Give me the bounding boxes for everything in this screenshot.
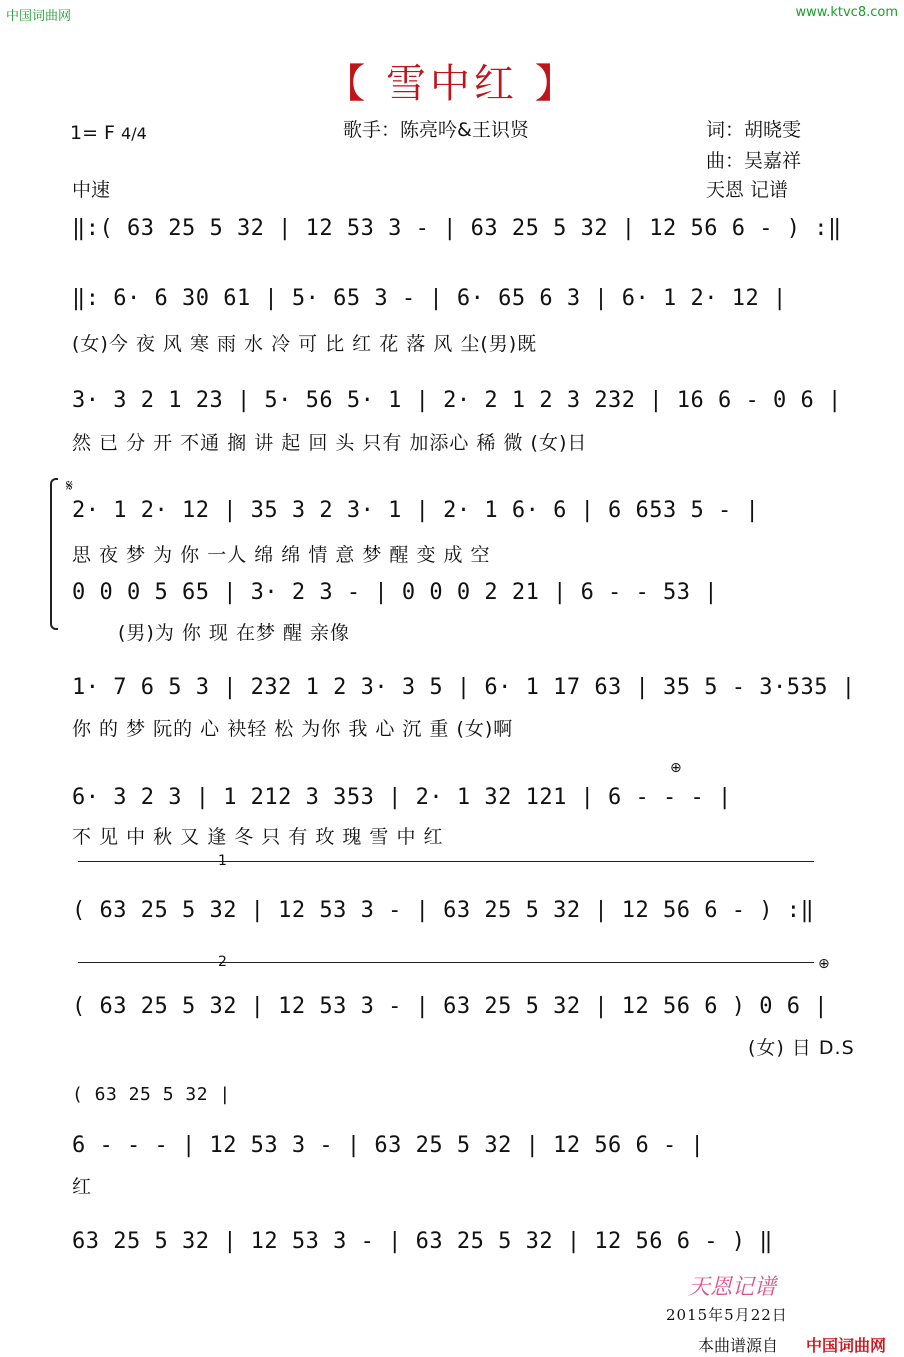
score-row-5: 0 0 0 5 65 | 3· 2 3 - | 0 0 0 2 21 | 6 - - 53 | [72,580,719,605]
singer: 歌手：陈亮吟&王识贤 [343,119,529,141]
time-signature: 4/4 [121,124,147,143]
lyrics-row-6: 你 的 梦 阮的 心 袂轻 松 为你 我 心 沉 重 (女)啊 [72,718,514,740]
score-row-1: ‖:( 63 25 5 32 | 12 53 3 - | 63 25 5 32 | 12 56 6 - ) :‖ [72,216,842,241]
lyricist: 词：胡晓雯 [706,119,802,141]
lyrics-row-7: 不 见 中 秋 又 逢 冬 只 有 玫 瑰 雪 中 红 [72,826,444,848]
score-row-3: 3· 3 2 1 23 | 5· 56 5· 1 | 2· 2 1 2 3 232 | 16 6 - 0 6 | [72,388,842,413]
tempo: 中速 [72,179,111,201]
watermark-right: www.ktvc8.com [795,5,898,20]
coda-sign: ⊕ [670,760,682,776]
volta-1-bracket [78,861,814,862]
lyrics-row-4: 思 夜 梦 为 你 一人 绵 绵 情 意 梦 醒 变 成 空 [72,544,491,566]
score-row-12: 63 25 5 32 | 12 53 3 - | 63 25 5 32 | 12 56 6 - ) ‖ [72,1229,774,1254]
system-brace [50,478,58,630]
key-signature [70,122,147,144]
score-row-6: 1· 7 6 5 3 | 232 1 2 3· 3 5 | 6· 1 17 63 | 35 5 - 3·535 | [72,675,856,700]
song-title: 【 雪中红 】 [325,61,579,107]
date: 2015年5月22日 [666,1306,788,1324]
lyrics-row-3: 然 已 分 开 不通 搁 讲 起 回 头 只有 加添心 稀 微 (女)日 [72,432,588,454]
coda-sign-end: ⊕ [818,956,830,972]
lyrics-row-2: (女)今 夜 风 寒 雨 水 冷 可 比 红 花 落 风 尘(男)既 [72,333,538,355]
composer: 曲：吴嘉祥 [706,150,802,172]
volta-2-bracket [78,962,814,963]
lyrics-row-5: (男)为 你 现 在梦 醒 亲像 [118,622,351,644]
lyrics-row-11: 红 [72,1176,93,1198]
transcriber: 天恩 记谱 [706,179,789,201]
score-row-8: ( 63 25 5 32 | 12 53 3 - | 63 25 5 32 | 12 56 6 - ) :‖ [72,898,815,923]
lyrics-row-9: (女) 日 D.S [748,1037,855,1059]
key-text: 1= F [70,122,115,144]
score-row-4: 2· 1 2· 12 | 35 3 2 3· 1 | 2· 1 6· 6 | 6 653 5 - | [72,498,760,523]
watermark-left: 中国词曲网 [6,9,72,24]
segno-sign: 𝄋 [66,476,73,495]
source-site: 中国词曲网 [806,1336,887,1355]
source-label: 本曲谱源自 [698,1336,779,1355]
volta-2-label: 2 [218,954,227,970]
score-row-11: 6 - - - | 12 53 3 - | 63 25 5 32 | 12 56 6 - | [72,1133,705,1158]
score-row-2: ‖: 6· 6 30 61 | 5· 65 3 - | 6· 65 6 3 | 6· 1 2· 12 | [72,286,787,311]
score-row-10: ( 63 25 5 32 | [72,1084,231,1105]
transcriber-seal: 天恩记谱 [688,1275,777,1300]
score-row-7: 6· 3 2 3 | 1 212 3 353 | 2· 1 32 121 | 6 - - - | [72,785,732,810]
score-row-9: ( 63 25 5 32 | 12 53 3 - | 63 25 5 32 | 12 56 6 ) 0 6 | [72,994,828,1019]
volta-1-label: 1 [218,853,227,869]
